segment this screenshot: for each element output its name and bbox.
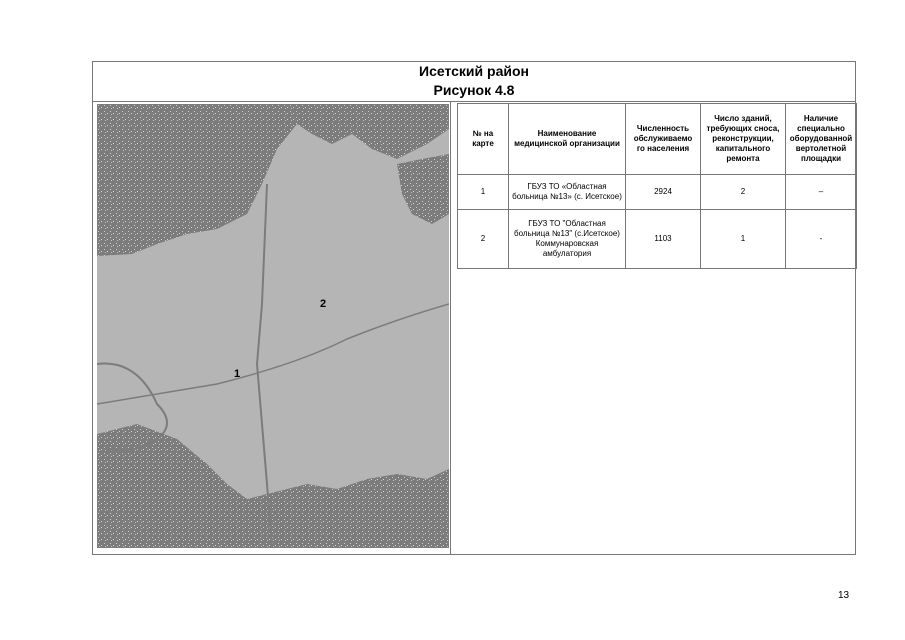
medical-organizations-table xyxy=(457,103,857,269)
table-header-row xyxy=(458,104,857,175)
col-organization-name: Наименование медицинской организации xyxy=(509,104,626,175)
cell-population: 2924 xyxy=(626,175,701,210)
table-row xyxy=(458,210,857,269)
district-map xyxy=(97,104,449,548)
col-map-number: № на карте xyxy=(458,104,509,175)
cell-helipad: – xyxy=(786,175,857,210)
cell-buildings: 2 xyxy=(701,175,786,210)
cell-map-number: 1 xyxy=(458,175,509,210)
map-marker-2: 2 xyxy=(320,298,327,310)
table-row xyxy=(458,175,857,210)
cell-population: 1103 xyxy=(626,210,701,269)
cell-organization-name: ГБУЗ ТО "Областная больница №13" (с.Исетское) Коммунаровская амбулатория xyxy=(509,210,626,269)
cell-map-number: 2 xyxy=(458,210,509,269)
title-area xyxy=(93,62,855,102)
cell-buildings: 1 xyxy=(701,210,786,269)
cell-organization-name: ГБУЗ ТО «Областная больница №13» (с. Исетское) xyxy=(509,175,626,210)
page-number: 13 xyxy=(838,590,850,601)
map-panel xyxy=(93,102,451,554)
figure-caption: Рисунок 4.8 xyxy=(433,82,515,98)
map-marker-1: 1 xyxy=(234,368,241,380)
col-population: Численность обслуживаемо го населения xyxy=(626,104,701,175)
cell-helipad: - xyxy=(786,210,857,269)
col-buildings: Число зданий, требующих сноса, реконструкции, капитального ремонта xyxy=(701,104,786,175)
col-helipad: Наличие специально оборудованной вертолетной площадки xyxy=(786,104,857,175)
district-title: Исетский район xyxy=(419,63,529,79)
figure-frame xyxy=(92,61,856,555)
